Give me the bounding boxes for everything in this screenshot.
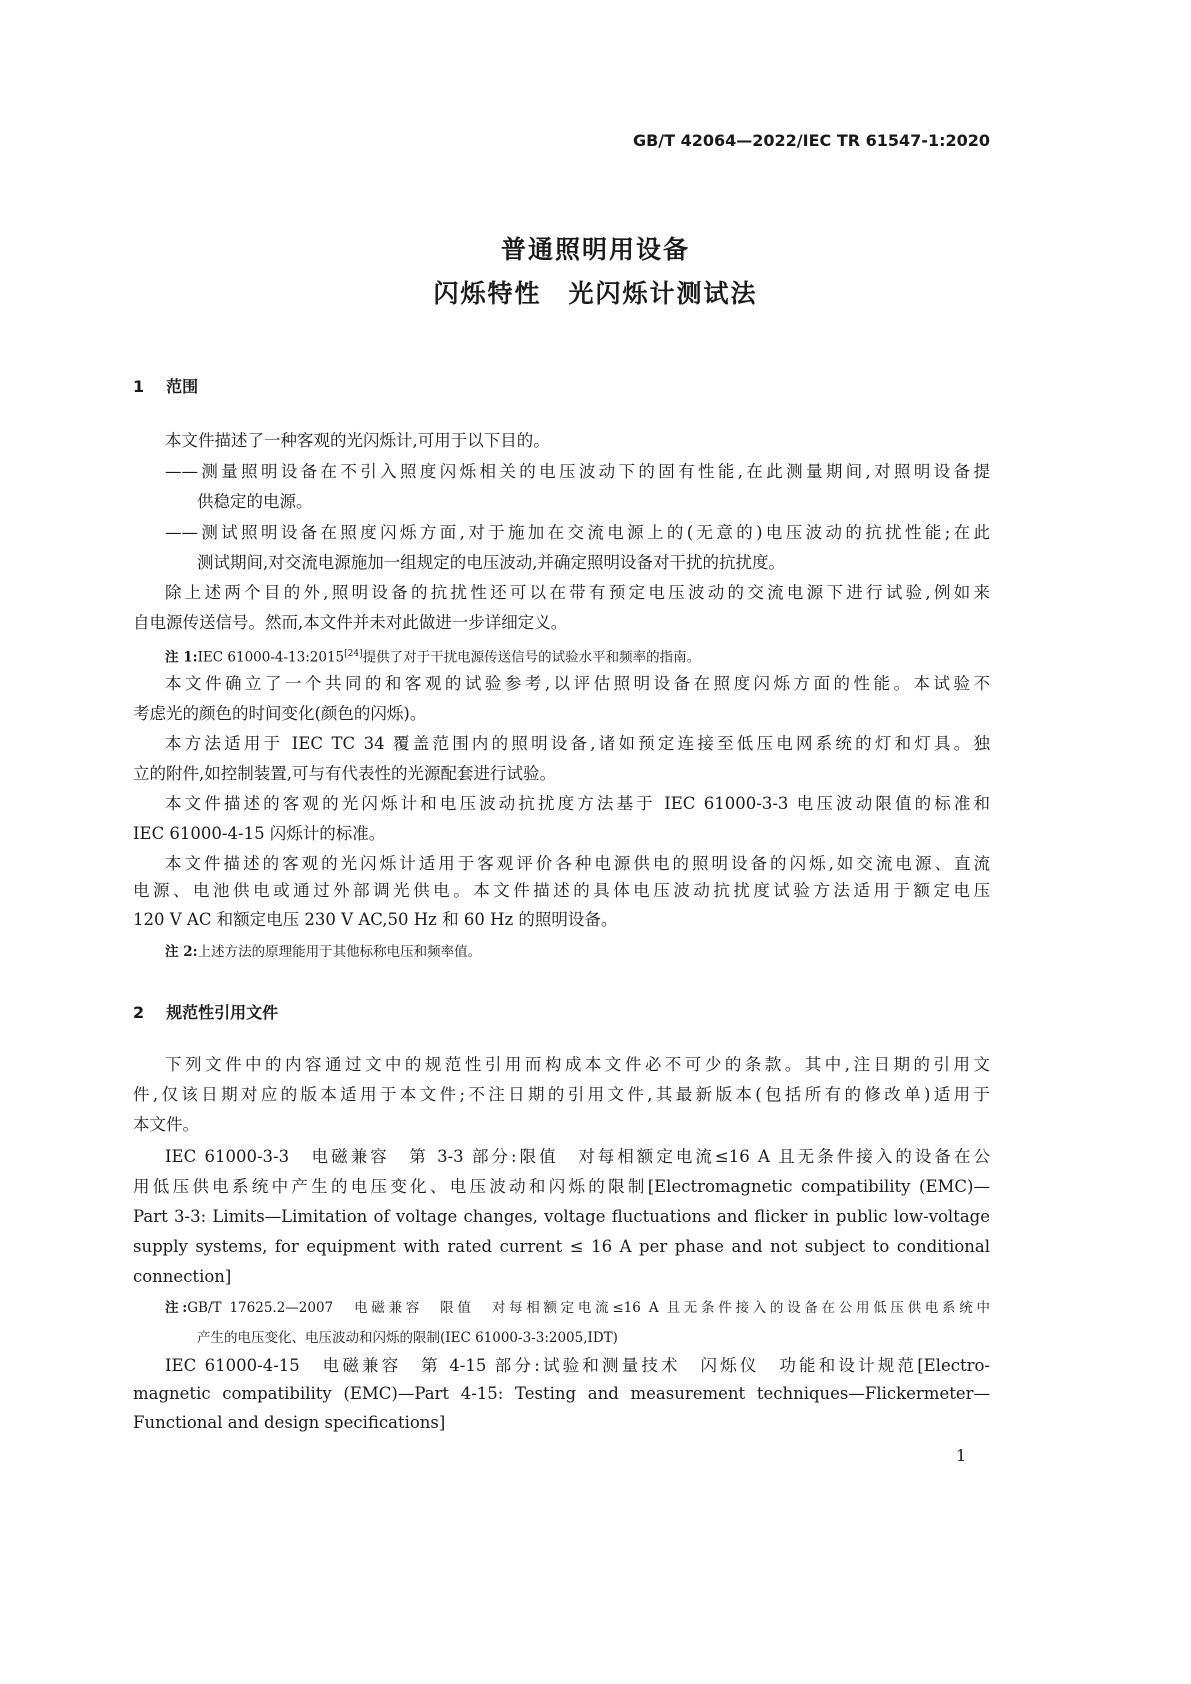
reference-line: magnetic compatibility (EMC)—Part 4-15: Testing and measurement techniques—Flickermeter— <box>133 1384 990 1403</box>
reference-line: IEC 61000-3-3 电磁兼容 第 3-3 部分:限值 对每相额定电流≤16 A 且无条件接入的设备在公 <box>165 1147 990 1166</box>
note-label: 注 1: <box>165 649 198 666</box>
paragraph-line: 本文件描述的客观的光闪烁计适用于客观评价各种电源供电的照明设备的闪烁,如交流电源、直流 <box>165 854 990 873</box>
paragraph-line: 下列文件中的内容通过文中的规范性引用而构成本文件必不可少的条款。其中,注日期的引用文 <box>165 1055 990 1074</box>
note-text: GB/T 17625.2—2007 电磁兼容 限值 对每相额定电流≤16 A 且无条件接入的设备在公用低压供电系统中 <box>187 1300 990 1316</box>
list-item-line: 测试期间,对交流电源施加一组规定的电压波动,并确定照明设备对干扰的抗扰度。 <box>197 553 785 572</box>
page-number: 1 <box>956 1446 967 1465</box>
note-label: 注 2: <box>165 944 198 960</box>
section-number: 2 <box>133 1003 145 1022</box>
list-item-line: ——测试照明设备在照度闪烁方面,对于施加在交流电源上的(无意的)电压波动的抗扰性能;在此 <box>165 523 990 542</box>
citation-ref: [24] <box>344 649 363 659</box>
section-title: 范围 <box>166 377 199 396</box>
paragraph-line: 除上述两个目的外,照明设备的抗扰性还可以在带有预定电压波动的交流电源下进行试验,例如来 <box>165 583 990 602</box>
paragraph-line: 件,仅该日期对应的版本适用于本文件;不注日期的引用文件,其最新版本(包括所有的修改单)适用于 <box>133 1085 990 1104</box>
paragraph-line: 立的附件,如控制装置,可与有代表性的光源配套进行试验。 <box>133 764 556 783</box>
reference-line: Functional and design specifications] <box>133 1413 446 1432</box>
document-title-line-2: 闪烁特性 光闪烁计测试法 <box>433 279 758 308</box>
section-title: 规范性引用文件 <box>166 1003 279 1022</box>
paragraph-line: 自电源传送信号。然而,本文件并未对此做进一步详细定义。 <box>133 613 568 632</box>
note-2 <box>165 941 990 963</box>
paragraph-line: 本文件描述的客观的光闪烁计和电压波动抗扰度方法基于 IEC 61000-3-3 电压波动限值的标准和 <box>165 794 990 813</box>
document-header: GB/T 42064—2022/IEC TR 61547-1:2020 <box>632 131 990 150</box>
section-1-heading <box>133 374 198 397</box>
note-text: IEC 61000-4-13:2015 <box>197 649 345 666</box>
list-item-line: ——测量照明设备在不引入照度闪烁相关的电压波动下的固有性能,在此测量期间,对照明设备提 <box>165 462 990 481</box>
reference-line: 用低压供电系统中产生的电压变化、电压波动和闪烁的限制[Electromagnetic compatibility (EMC)— <box>133 1177 990 1196</box>
paragraph-line: 本方法适用于 IEC TC 34 覆盖范围内的照明设备,诸如预定连接至低压电网系统的灯和灯具。独 <box>165 734 990 753</box>
note-3 <box>165 1297 990 1319</box>
reference-line: supply systems, for equipment with rated current ≤ 16 A per phase and not subject to conditional <box>133 1237 990 1256</box>
reference-line: Part 3-3: Limits—Limitation of voltage changes, voltage fluctuations and flicker in public low-voltage <box>133 1207 990 1226</box>
paragraph-line: 考虑光的颜色的时间变化(颜色的闪烁)。 <box>133 704 427 723</box>
section-number: 1 <box>133 377 145 396</box>
note-text: 提供了对于干扰电源传送信号的试验水平和频率的指南。 <box>362 649 701 666</box>
paragraph-line: IEC 61000-4-15 闪烁计的标准。 <box>133 824 386 843</box>
note-text: 上述方法的原理能用于其他标称电压和频率值。 <box>197 944 482 960</box>
note-label: 注: <box>165 1300 188 1316</box>
paragraph-line: 电源、电池供电或通过外部调光供电。本文件描述的具体电压波动抗扰度试验方法适用于额定电压 <box>133 881 990 900</box>
note-3-continuation: 产生的电压变化、电压波动和闪烁的限制(IEC 61000-3-3:2005,IDT) <box>197 1330 618 1346</box>
reference-line: IEC 61000-4-15 电磁兼容 第 4-15 部分:试验和测量技术 闪烁仪 功能和设计规范[Electro- <box>165 1356 990 1375</box>
document-title-line-1: 普通照明用设备 <box>500 235 690 264</box>
paragraph-line: 120 V AC 和额定电压 230 V AC,50 Hz 和 60 Hz 的照明设备。 <box>133 910 618 929</box>
section-2-heading <box>133 1000 278 1023</box>
note-1 <box>165 643 990 669</box>
paragraph-line: 本文件描述了一种客观的光闪烁计,可用于以下目的。 <box>165 431 550 450</box>
paragraph-line: 本文件。 <box>133 1115 199 1134</box>
paragraph-line: 本文件确立了一个共同的和客观的试验参考,以评估照明设备在照度闪烁方面的性能。本试验不 <box>165 674 990 693</box>
reference-line: connection] <box>133 1267 232 1286</box>
list-item-line: 供稳定的电源。 <box>197 492 313 511</box>
